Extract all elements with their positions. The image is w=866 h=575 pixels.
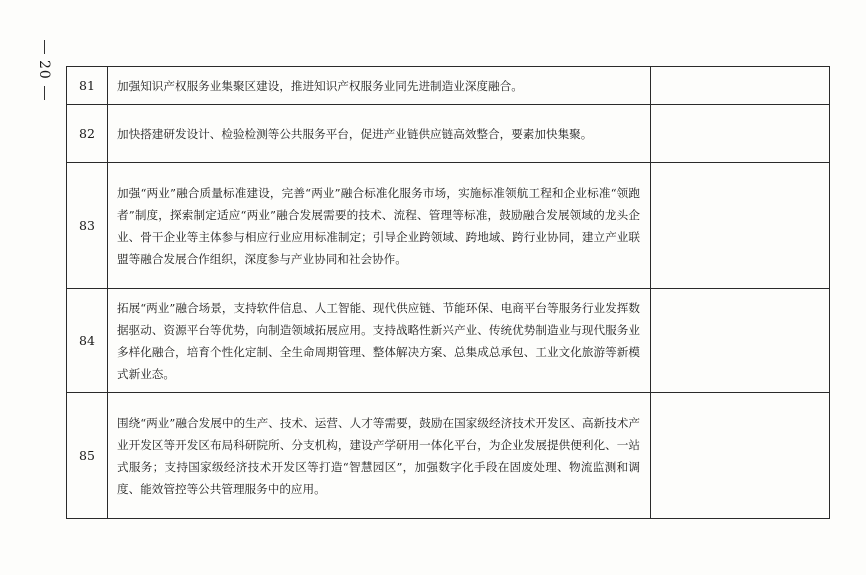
row-empty-cell	[651, 393, 830, 519]
table-row	[67, 105, 830, 163]
page-number-text: 20	[36, 60, 52, 80]
page-number	[34, 40, 54, 130]
page-number-dash-bottom	[44, 86, 45, 100]
row-index: 83	[67, 163, 108, 289]
row-empty-cell	[651, 289, 830, 393]
measures-table	[66, 66, 830, 519]
row-content: 围绕“两业”融合发展中的生产、技术、运营、人才等需要，鼓励在国家级经济技术开发区、高新技术产业开发区等开发区布局科研院所、分支机构，建设产学研用一体化平台，为企业发展提供便利化、一站式服务；支持国家级经济技术开发区等打造“智慧园区”，加强数字化手段在固废处理、物流监测和调度、能效管控等公共管理服务中的应用。	[108, 393, 651, 519]
table-row	[67, 289, 830, 393]
row-index: 81	[67, 67, 108, 105]
row-content: 加快搭建研发设计、检验检测等公共服务平台，促进产业链供应链高效整合，要素加快集聚。	[108, 105, 651, 163]
table-row	[67, 393, 830, 519]
row-content: 拓展“两业”融合场景，支持软件信息、人工智能、现代供应链、节能环保、电商平台等服务行业发挥数据驱动、资源平台等优势，向制造领域拓展应用。支持战略性新兴产业、传统优势制造业与现代服务业多样化融合，培育个性化定制、全生命周期管理、整体解决方案、总集成总承包、工业文化旅游等新模式新业态。	[108, 289, 651, 393]
row-empty-cell	[651, 67, 830, 105]
page-number-dash-top	[44, 40, 45, 54]
row-index: 85	[67, 393, 108, 519]
table-row	[67, 67, 830, 105]
row-index: 82	[67, 105, 108, 163]
row-empty-cell	[651, 163, 830, 289]
row-content: 加强知识产权服务业集聚区建设，推进知识产权服务业同先进制造业深度融合。	[108, 67, 651, 105]
row-index: 84	[67, 289, 108, 393]
table-row	[67, 163, 830, 289]
row-empty-cell	[651, 105, 830, 163]
row-content: 加强“两业”融合质量标准建设，完善“两业”融合标准化服务市场，实施标准领航工程和企业标准“领跑者”制度，探索制定适应“两业”融合发展需要的技术、流程、管理等标准，鼓励融合发展领域的龙头企业、骨干企业等主体参与相应行业应用标准制定；引导企业跨领域、跨地域、跨行业协同，建立产业联盟等融合发展合作组织，深度参与产业协同和社会协作。	[108, 163, 651, 289]
